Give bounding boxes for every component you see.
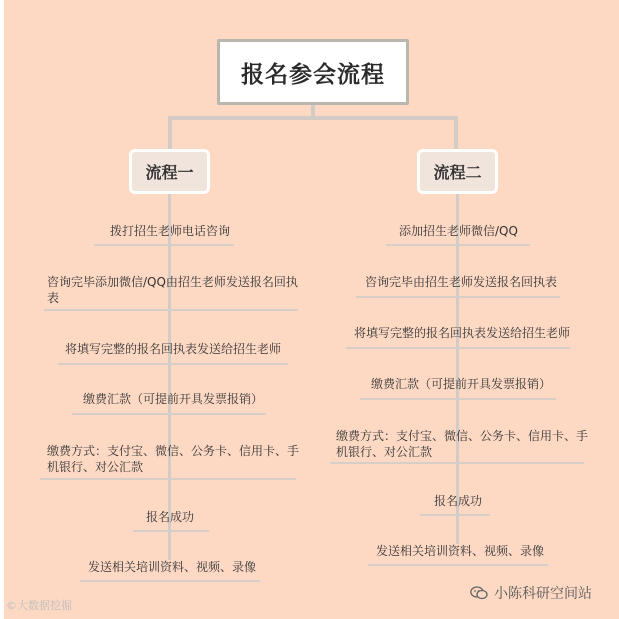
flow-2-step: [365, 274, 557, 290]
flow-1-underline: [72, 413, 266, 415]
flow-1-underline: [44, 309, 298, 311]
flow-1-underline: [94, 244, 234, 246]
step-line: 将填写完整的报名回执表发送给招生老师: [65, 342, 282, 356]
flow-2-step: [399, 223, 518, 239]
branch-bar: [168, 116, 458, 120]
flow-2-header: 流程二: [417, 149, 498, 194]
step-line: 报名成功: [434, 494, 483, 508]
watermark-left: ©大数据挖掘: [6, 599, 72, 612]
flow-1-header: 流程一: [129, 149, 210, 194]
step-line: 将填写完整的报名回执表发送给招生老师: [354, 326, 571, 340]
branch-drop-2: [454, 116, 458, 150]
flow-1-step: [88, 559, 256, 575]
step-line: 拨打招生老师电话咨询: [110, 224, 231, 238]
flow-2-step: [434, 493, 482, 509]
step-line: 发送相关培训资料、视频、录像: [376, 544, 545, 558]
watermark-right: [470, 583, 592, 603]
flow-2-underline: [356, 296, 560, 298]
step-line: 缴费汇款（可提前开具发票报销）: [371, 377, 552, 391]
step-line: 咨询完毕添加微信/QQ由招生老师发送报名回执: [47, 275, 298, 289]
flow-2-step: [354, 325, 570, 341]
flow-1-step: [47, 274, 298, 306]
flow-2-underline: [386, 244, 530, 246]
flow-2-step: [371, 376, 551, 392]
flow-1-underline: [133, 530, 209, 532]
step-line: 报名成功: [146, 510, 195, 524]
flow-2-underline: [346, 347, 570, 349]
step-line: 缴费方式：支付宝、微信、公务卡、信用卡、手: [336, 429, 589, 443]
step-line: 缴费方式：支付宝、微信、公务卡、信用卡、手: [47, 444, 300, 458]
flow-2-underline: [360, 398, 556, 400]
diagram-title: 报名参会流程: [217, 39, 409, 105]
step-line: 机银行、对公汇款: [47, 460, 144, 474]
flow-1-step: [65, 341, 281, 357]
step-line: 咨询完毕由招生老师发送报名回执表: [365, 275, 558, 289]
flow-1-step: [146, 509, 194, 525]
flow-1-spine: [168, 194, 171, 560]
flow-1-underline: [80, 580, 260, 582]
step-line: 发送相关培训资料、视频、录像: [88, 560, 257, 574]
step-line: 表: [47, 291, 60, 305]
flow-1-underline: [58, 363, 288, 365]
flow-2-underline: [330, 462, 584, 464]
flow-2-step: [336, 428, 588, 460]
step-line: 机银行、对公汇款: [336, 445, 433, 459]
flow-2-spine: [456, 194, 459, 544]
flow-1-underline: [40, 478, 296, 480]
watermark-right-text: 小陈科研空间站: [494, 586, 592, 602]
step-line: 缴费汇款（可提前开具发票报销）: [83, 392, 264, 406]
flow-1-step: [83, 391, 263, 407]
branch-drop-1: [168, 116, 172, 150]
wechat-icon: [470, 586, 488, 600]
step-line: 添加招生老师微信/QQ: [399, 224, 518, 238]
flow-1-step: [110, 223, 230, 239]
flow-2-underline: [368, 564, 548, 566]
flow-2-underline: [420, 514, 490, 516]
flow-2-step: [376, 543, 544, 559]
flow-1-step: [47, 443, 299, 475]
copyright-icon: ©: [6, 599, 17, 612]
